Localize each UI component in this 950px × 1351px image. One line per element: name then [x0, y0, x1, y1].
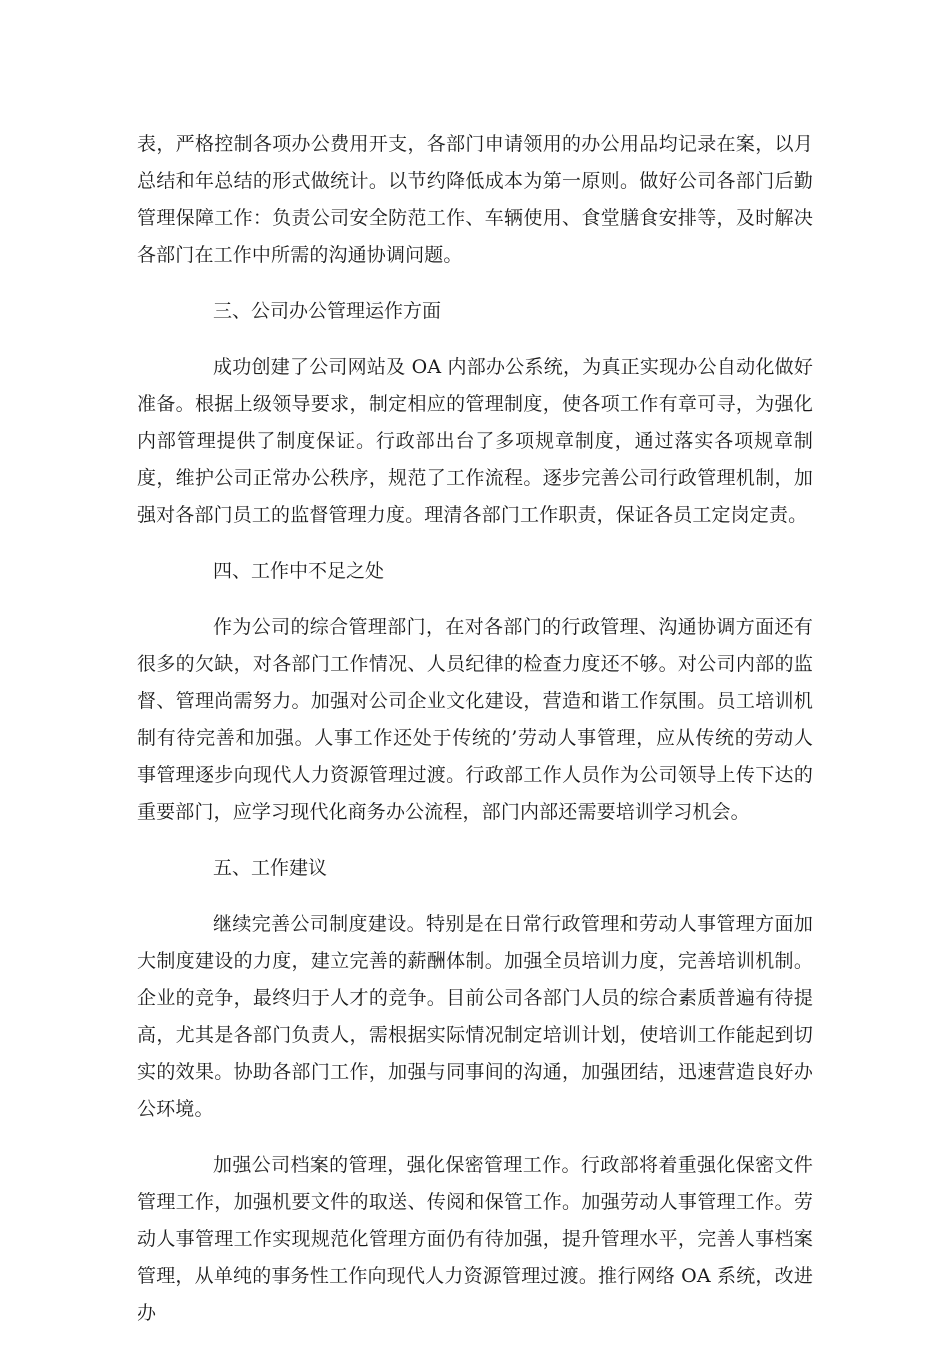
paragraph-suggestions: 继续完善公司制度建设。特别是在日常行政管理和劳动人事管理方面加大制度建设的力度，建立完善的薪酬体制。加强全员培训力度，完善培训机制。企业的竞争，最终归于人才的竞争。目前公司各部门人员的综合素质普遍有待提高，尤其是各部门负责人，需根据实际情况制定培训计划，使培训工作能起到切实的效果。协助各部门工作，加强与同事间的沟通，加强团结，迅速营造良好办公环境。 [137, 913, 813, 1120]
document-page [137, 126, 813, 1351]
paragraph-shortcomings: 作为公司的综合管理部门，在对各部门的行政管理、沟通协调方面还有很多的欠缺，对各部门工作情况、人员纪律的检查力度还不够。对公司内部的监督、管理尚需努力。加强对公司企业文化建设，营造和谐工作氛围。员工培训机制有待完善和加强。人事工作还处于传统的’劳动人事管理，应从传统的劳动人事管理逐步向现代人力资源管理过渡。行政部工作人员作为公司领导上传下达的重要部门，应学习现代化商务办公流程，部门内部还需要培训学习机会。 [137, 616, 813, 823]
paragraph-admin-costs: 表，严格控制各项办公费用开支，各部门申请领用的办公用品均记录在案，以月总结和年总结的形式做统计。以节约降低成本为第一原则。做好公司各部门后勤管理保障工作：负责公司安全防范工作、车辆使用、食堂膳食安排等，及时解决各部门在工作中所需的沟通协调问题。 [137, 133, 813, 266]
paragraph-office-management: 成功创建了公司网站及 OA 内部办公系统，为真正实现办公自动化做好准备。根据上级领导要求，制定相应的管理制度，使各项工作有章可寻，为强化内部管理提供了制度保证。行政部出台了多项规章制度，通过落实各项规章制度，维护公司正常办公秩序，规范了工作流程。逐步完善公司行政管理机制，加强对各部门员工的监督管理力度。理清各部门工作职责，保证各员工定岗定责。 [137, 356, 813, 526]
section-heading-shortcomings: 四、工作中不足之处 [213, 560, 385, 582]
section-heading-office-management: 三、公司办公管理运作方面 [213, 300, 442, 322]
paragraph-archives: 加强公司档案的管理，强化保密管理工作。行政部将着重强化保密文件管理工作，加强机要文件的取送、传阅和保管工作。加强劳动人事管理工作。劳动人事管理工作实现规范化管理方面仍有待加强，提升管理水平，完善人事档案管理，从单纯的事务性工作向现代人力资源管理过渡。推行网络 OA 系统，改进办 [137, 1154, 813, 1324]
section-heading-suggestions: 五、工作建议 [213, 857, 328, 879]
